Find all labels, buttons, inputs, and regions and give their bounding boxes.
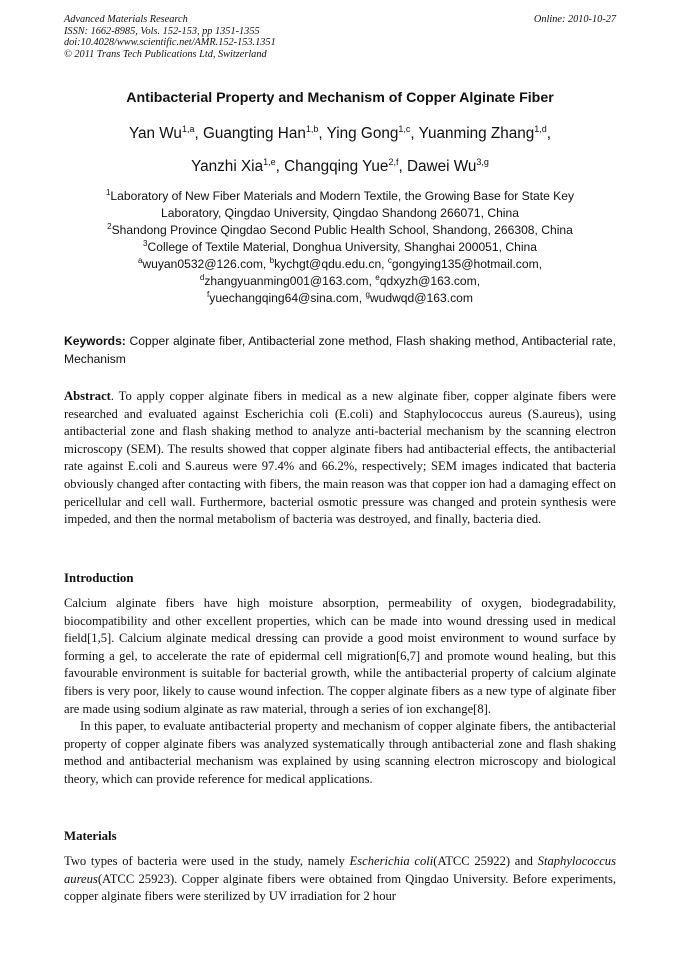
species-name: Escherichia coli xyxy=(349,854,434,868)
author-affil-mark: 1,e xyxy=(263,157,276,167)
author-affil-mark: 1,b xyxy=(305,124,319,134)
author-name: Yanzhi Xia xyxy=(191,158,264,175)
affiliation-line: Laboratory, Qingdao University, Qingdao Shandong 266071, China xyxy=(161,206,519,220)
author-affil-mark: 1,d xyxy=(534,124,547,134)
author-name: Ying Gong xyxy=(326,125,399,142)
journal-issn: ISSN: 1662-8985, Vols. 152-153, pp 1351-1355 xyxy=(64,25,260,37)
abstract-label: Abstract xyxy=(64,389,111,403)
section-heading-materials: Materials xyxy=(64,829,117,843)
paper-title: Antibacterial Property and Mechanism of Copper Alginate Fiber xyxy=(126,90,554,106)
affil-mark: 1 xyxy=(105,188,111,197)
author-name: Dawei Wu xyxy=(406,158,477,175)
author-name: Yuanming Zhang xyxy=(418,125,535,142)
affiliations xyxy=(64,188,616,307)
affiliation-line: $^3$College of Textile Material, Donghua University, Shanghai 200051, China xyxy=(143,239,537,254)
keywords-label: Keywords: xyxy=(64,334,126,348)
keywords-text: Copper alginate fiber, Antibacterial zone method, Flash shaking method, Antibacterial rate, Mechanism xyxy=(64,334,616,366)
author-affil-mark: 1,c xyxy=(398,124,411,134)
email: wuyan0532@126.com, xyxy=(142,257,270,271)
author-name: Yan Wu xyxy=(128,125,182,142)
author-name: Guangting Han xyxy=(202,125,306,142)
author-line-2: Yanzhi Xia$^{1,e}$, Changqing Yue$^{2,f}$, Dawei Wu$^{3,g}$ xyxy=(191,157,489,175)
abstract xyxy=(64,388,616,529)
email: zhangyuanming001@163.com, xyxy=(204,274,376,288)
affil-mark: 3 xyxy=(143,239,148,248)
keywords xyxy=(64,333,616,368)
journal-doi: doi:10.4028/www.scientific.net/AMR.152-153.1351 xyxy=(64,37,276,49)
email: wudwqd@163.com xyxy=(369,291,473,305)
email: qdxyzh@163.com, xyxy=(379,274,481,288)
paragraph: In this paper, to evaluate antibacterial property and mechanism of copper alginate fibers, the antibacterial property of copper alginate fibers was analyzed systematically through antibacterial zone and flash shaking method and antibacterial mechanism was explained by using scanning electron microscopy and biological theory, which can provide reference for medical applications. xyxy=(64,719,616,786)
author-affil-mark: 3,g xyxy=(476,157,489,167)
email: kychgt@qdu.edu.cn, xyxy=(274,257,388,271)
online-date: Online: 2010-10-27 xyxy=(533,14,616,25)
email-line: $^d$zhangyuanming001@163.com, $^e$qdxyzh@163.com, xyxy=(199,273,481,288)
author-affil-mark: 2,f xyxy=(388,157,399,167)
journal-header xyxy=(64,14,616,60)
affiliation-line: $^2$Shandong Province Qingdao Second Public Health School, Shandong, 266308, China xyxy=(107,222,573,237)
journal-copyright: © 2011 Trans Tech Publications Ltd, Switzerland xyxy=(64,48,267,60)
email: yuechangqing64@sina.com, xyxy=(209,291,366,305)
email-line: $^f$yuechangqing64@sina.com, $^g$wudwqd@163.com xyxy=(207,290,473,305)
paragraph: Calcium alginate fibers have high moisture absorption, permeability of oxygen, biodegradability, biocompatibility and other excellent properties, which can be made into wound dressing used in medical field[1,5]. Calcium alginate medical dressing can provide a good moist environment to wound surface by forming a gel, to accelerate the rate of epidermal cell migration[6,7] and promote wound healing, but this favourable environment is suitable for bacterial growth, while the antibacterial property of calcium alginate fibers is very poor, likely to cause wound infection. The copper alginate fibers as a new type of alginate fiber are made using sodium alginate as raw material, through a series of ion exchange[8]. xyxy=(64,596,616,716)
email-line: $^a$wuyan0532@126.com, $^b$kychgt@qdu.edu.cn, $^c$gongying135@hotmail.com, xyxy=(137,256,543,271)
author-affil-mark: 1,a xyxy=(181,124,195,134)
author-line-1: Yan Wu$^{1,a}$, Guangting Han$^{1,b}$, Ying Gong$^{1,c}$, Yuanming Zhang$^{1,d}$, xyxy=(128,124,552,142)
affil-mark: 2 xyxy=(107,222,112,231)
author-name: Changqing Yue xyxy=(284,158,389,175)
introduction-body xyxy=(64,595,616,789)
materials-body: Two types of bacteria were used in the study, namely Escherichia coli(ATCC 25922) and Staphylococcus aureus(ATCC 25923). Copper alginate fibers were obtained from Qingdao University. Before experiments, copper alginate fibers were sterilized by UV irradiation for 2 hour xyxy=(64,854,616,904)
species-name: Staphylococcus aureus xyxy=(64,854,616,886)
journal-name: Advanced Materials Research xyxy=(64,14,188,25)
section-heading-introduction: Introduction xyxy=(64,571,134,585)
affiliation-line: $^1$Laboratory of New Fiber Materials and Modern Textile, the Growing Base for State Key xyxy=(105,188,575,203)
abstract-text: . To apply copper alginate fibers in medical as a new alginate fiber, copper alginate fibers were researched and evaluated against Escherichia coli (E.coli) and Staphylococcus aureus (S.aureus), using antibacterial zone and flash shaking method to analyze anti-bacterial mechanism by the scanning electron microscopy (SEM). The results showed that copper alginate fibers had antibacterial effects, the antibacterial rate against E.coli and S.aureus were 97.4% and 66.2%, respectively; SEM images indicated that bacteria obviously changed after contacting with fibers, the main reason was that copper ion had a damaging effect on pericellular and cell wall. Furthermore, bacterial osmotic pressure was changed and protein synthesis were impeded, and then the normal metabolism of bacteria was destroyed, and finally, bacteria died. xyxy=(64,389,616,527)
email: gongying135@hotmail.com, xyxy=(391,257,543,271)
